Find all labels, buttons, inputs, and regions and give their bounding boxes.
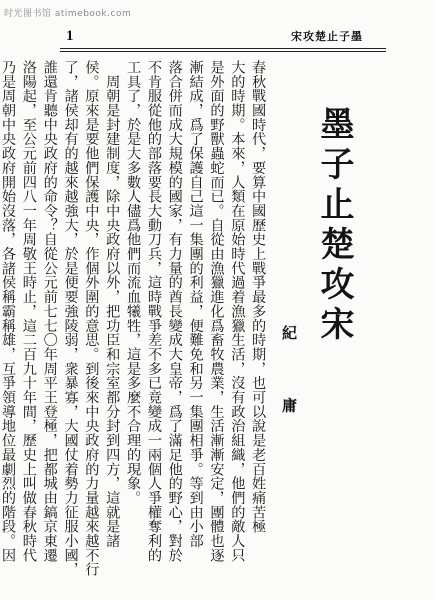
text-column: 是外面的野獸蟲蛇而已。自從由漁獵進化爲畜牧農業，生活漸漸安定，團體也逐 xyxy=(208,60,225,563)
header-rule xyxy=(60,48,386,49)
text-column: 工具了，於是大多數人儘爲他們而流血犧牲，這是多麼不合理的現象。 xyxy=(125,60,142,505)
page-number: 1 xyxy=(66,28,74,44)
text-column: 洛陽起，至公元前四八一年周敬王時止，這二百九十年間，歷史上叫做春秋時代 xyxy=(20,60,37,563)
running-head: 宋攻楚止子墨 xyxy=(291,30,363,43)
site-watermark: 时光图书馆 atimebook.com xyxy=(4,9,132,19)
text-column: 乃是周朝中央政府開始沒落，各諸侯稱霸稱雄，互爭領導地位最劇烈的階段。因 xyxy=(0,60,17,563)
text-column: 大的時期。本來，人類在原始時代過着漁獵生活，沒有政治組織，他們的敵人只 xyxy=(229,60,246,563)
article-title: 墨子止楚攻宋 xyxy=(314,106,354,346)
text-column: 漸結成，爲了保護自己這一集團的利益，便難免和另一集團相爭。等到由小部 xyxy=(187,60,204,548)
text-column: 誰還肯聽中央政府的命令？自從公元前七七〇年周平王登極，把都城由鎬京東遷 xyxy=(41,60,58,563)
text-column: 春秋戰國時代，要算中國歷史上戰爭最多的時期，也可以說是老百姓痛苦極 xyxy=(250,60,267,534)
text-column: 落合併而成大規模的國家，有力量的酋長變成大皇帝，爲了滿足他的野心，對於 xyxy=(166,60,183,563)
article-author: 紀 庸 xyxy=(280,325,298,439)
header-rule-thin xyxy=(60,51,386,52)
text-column: 周朝是封建制度，除中央政府以外，把功臣和宗室都分封到四方，這就是諸 xyxy=(104,60,121,548)
text-column: 侯。原來是要他們保護中央，作個外圍的意思。到後來中央政府的力量越來越不行 xyxy=(83,60,100,577)
vertical-text-block xyxy=(0,60,370,577)
text-column: 不肯服從他的部落要長大動刀兵，這時戰爭差不多已竟變成一兩個人爭權奪利的 xyxy=(145,60,162,563)
text-column: 了，諸侯却有的越來越強大，於是便要強陵弱，衆暴寡，大國仗着勢力征服小國， xyxy=(62,60,79,577)
